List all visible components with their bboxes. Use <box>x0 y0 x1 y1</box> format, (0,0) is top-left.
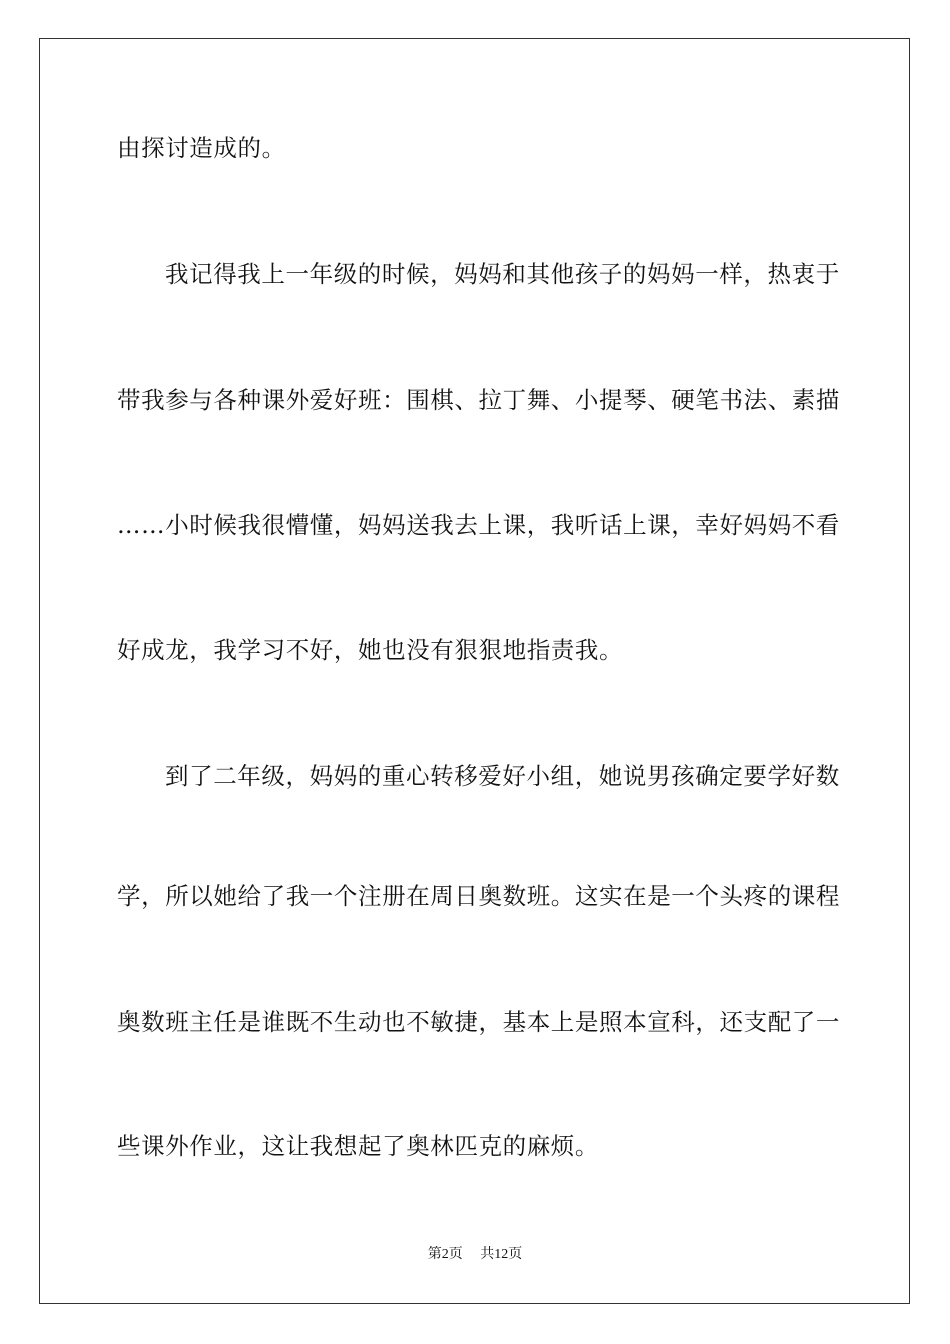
text-line: 些课外作业，这让我想起了奥林匹克的麻烦。 <box>117 1132 599 1160</box>
text-line: 奥数班主任是谁既不生动也不敏捷，基本上是照本宣科，还支配了一 <box>117 1008 840 1036</box>
page-footer <box>0 1245 950 1265</box>
text-line: 由探讨造成的。 <box>117 134 286 162</box>
page-number: 第2页 <box>427 1247 463 1262</box>
page-border <box>39 38 910 1304</box>
text-line: 我记得我上一年级的时候，妈妈和其他孩子的妈妈一样，热衷于 <box>165 260 840 288</box>
page-total: 共12页 <box>480 1247 523 1262</box>
text-line: 带我参与各种课外爱好班：围棋、拉丁舞、小提琴、硬笔书法、素描 <box>117 386 840 414</box>
text-line: 到了二年级，妈妈的重心转移爱好小组，她说男孩确定要学好数 <box>165 762 840 790</box>
text-line: 学，所以她给了我一个注册在周日奥数班。这实在是一个头疼的课程 <box>117 882 840 910</box>
text-line: ……小时候我很懵懂，妈妈送我去上课，我听话上课，幸好妈妈不看 <box>117 511 840 539</box>
text-line: 好成龙，我学习不好，她也没有狠狠地指责我。 <box>117 636 624 664</box>
